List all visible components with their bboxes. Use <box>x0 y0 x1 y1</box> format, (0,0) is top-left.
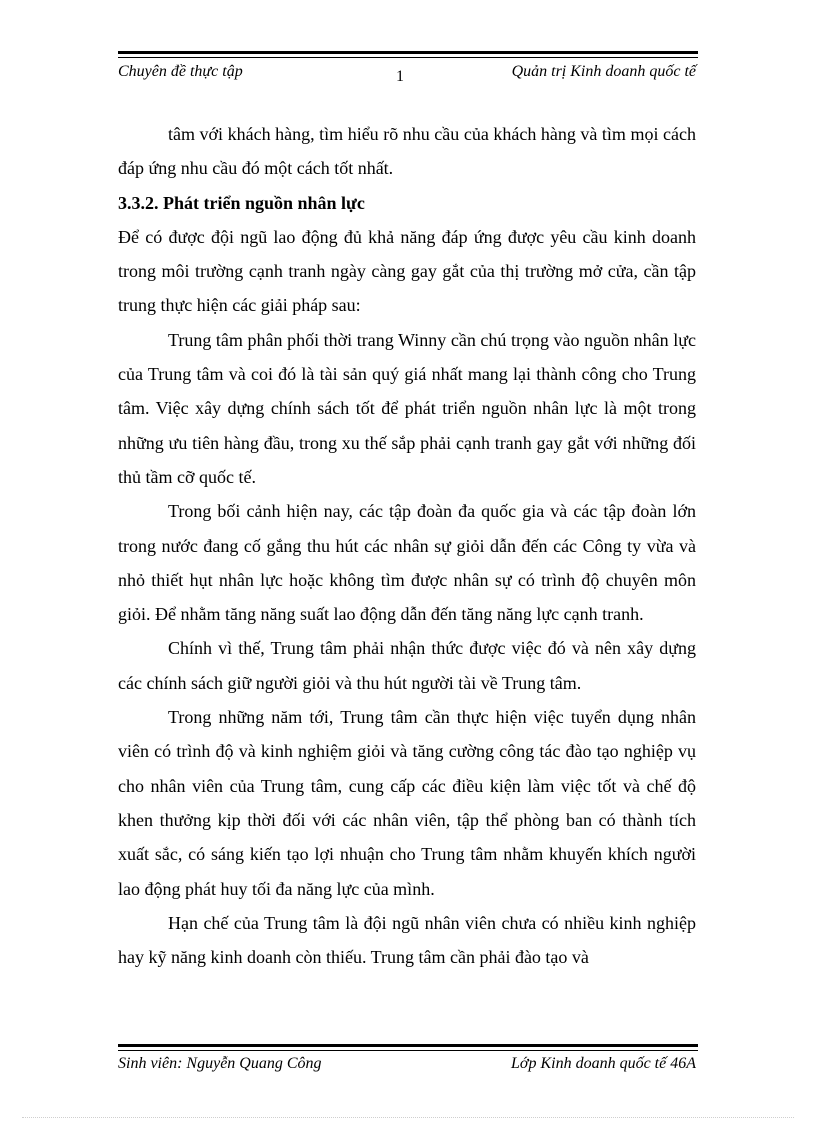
paragraph: Trung tâm phân phối thời trang Winny cần chú trọng vào nguồn nhân lực của Trung tâm và coi đó là tài sản quý giá nhất mang lại thành công cho Trung tâm. Việc xây dựng chính sách tốt để phát triển nguồn nhân lực là một trong những ưu tiên hàng đầu, trong xu thế sắp phải cạnh tranh gay gắt với những đối thủ tầm cỡ quốc tế. <box>118 329 696 487</box>
header-left-title: Chuyên đề thực tập <box>118 63 243 80</box>
header-rule-thin <box>118 57 698 58</box>
footer-class-name: Lớp Kinh doanh quốc tế 46A <box>511 1055 696 1072</box>
section-heading: 3.3.2. Phát triển nguồn nhân lực <box>118 192 365 213</box>
paragraph: Trong bối cảnh hiện nay, các tập đoàn đa quốc gia và các tập đoàn lớn trong nước đang cố gắng thu hút các nhân sự giỏi dẫn đến các Công ty vừa và nhỏ thiết hụt nhân lực hoặc không tìm được nhân sự có trình độ chuyên môn giỏi. Để nhằm tăng năng suất lao động dẫn đến tăng năng lực cạnh tranh. <box>118 501 696 625</box>
page-bottom-divider <box>22 1117 794 1118</box>
document-body <box>118 117 696 974</box>
header-right-title: Quản trị Kinh doanh quốc tế <box>511 63 696 80</box>
footer-student-name: Sinh viên: Nguyễn Quang Công <box>118 1055 322 1072</box>
paragraph: Trong những năm tới, Trung tâm cần thực hiện việc tuyển dụng nhân viên có trình độ và kinh nghiệm giỏi và tăng cường công tác đào tạo nghiệp vụ cho nhân viên của Trung tâm, cung cấp các điều kiện làm việc tốt và chế độ khen thưởng kịp thời đối với các nhân viên, tập thể phòng ban có thành tích xuất sắc, có sáng kiến tạo lợi nhuận cho Trung tâm nhằm khuyến khích người lao động phát huy tối đa năng lực của mình. <box>118 707 696 899</box>
header-rule-thick <box>118 51 698 54</box>
paragraph-intro: Để có được đội ngũ lao động đủ khả năng đáp ứng được yêu cầu kinh doanh trong môi trường cạnh tranh ngày càng gay gắt của thị trường mở cửa, cần tập trung thực hiện các giải pháp sau: <box>118 226 696 316</box>
paragraph: Chính vì thế, Trung tâm phải nhận thức được việc đó và nên xây dựng các chính sách giữ người giỏi và thu hút người tài về Trung tâm. <box>118 638 696 693</box>
paragraph: Hạn chế của Trung tâm là đội ngũ nhân viên chưa có nhiều kinh nghiệp hay kỹ năng kinh doanh còn thiếu. Trung tâm cần phải đào tạo và <box>118 912 696 968</box>
page-number: 1 <box>396 68 404 85</box>
paragraph-continued: tâm với khách hàng, tìm hiểu rõ nhu cầu của khách hàng và tìm mọi cách đáp ứng nhu cầu đó một cách tốt nhất. <box>118 124 696 179</box>
footer-rule-thin <box>118 1050 698 1051</box>
footer-rule-thick <box>118 1044 698 1047</box>
